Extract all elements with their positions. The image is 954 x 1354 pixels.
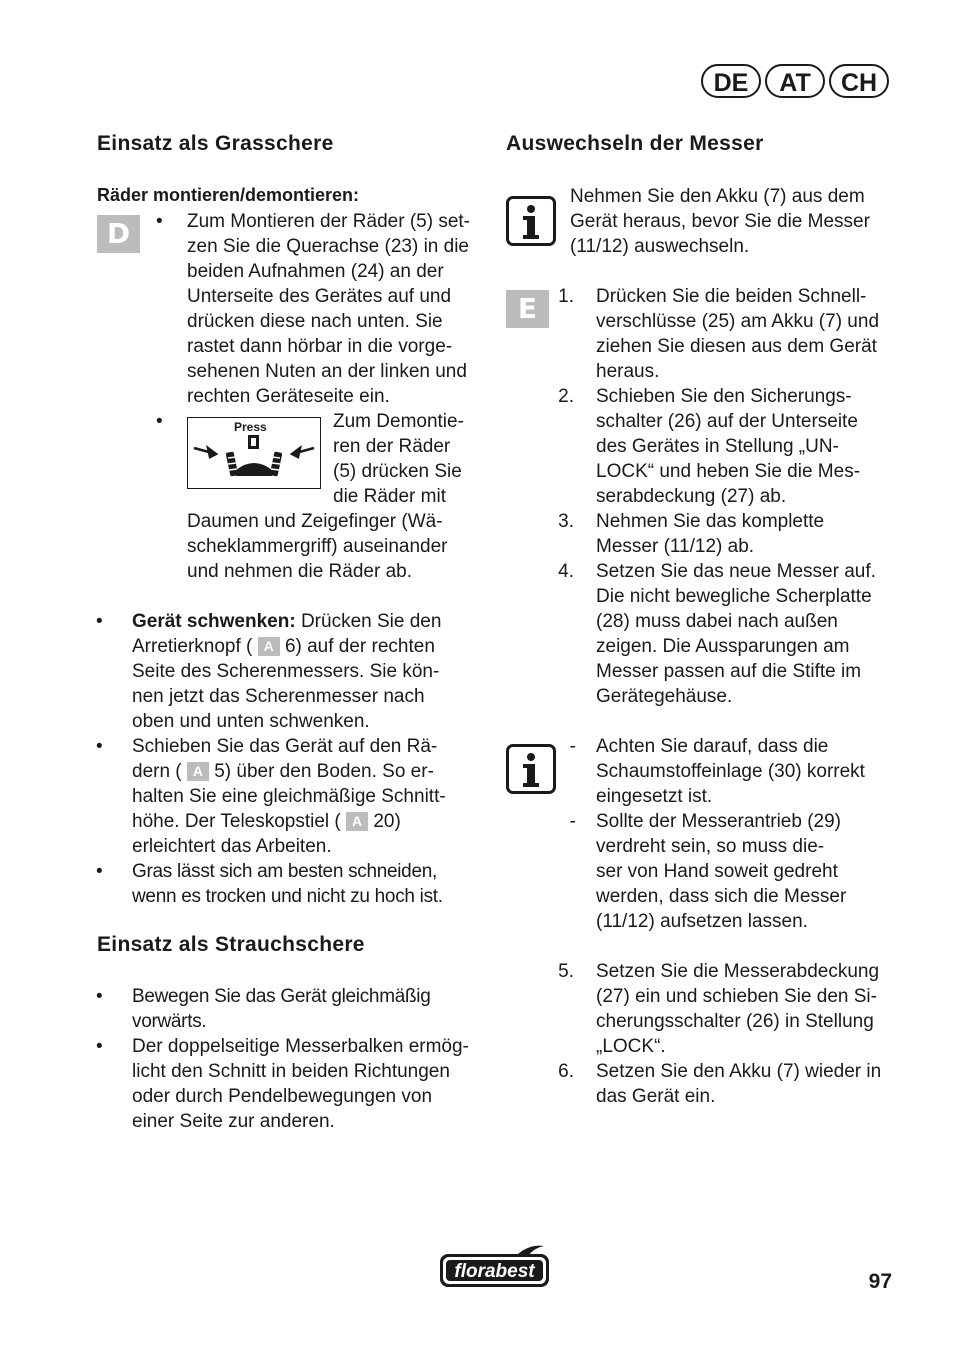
bullet: • (156, 211, 163, 232)
bullet: • (96, 736, 103, 757)
bullet: • (156, 411, 163, 432)
wheels-dismount-side-text: Zum Demontie- ren der Räder (5) drücken Sie die Räder mit (333, 411, 464, 507)
info-icon (506, 744, 556, 794)
press-label: Press (234, 420, 267, 434)
bullet: • (96, 1036, 103, 1057)
step-number: 1. (558, 286, 574, 307)
shrub-move-text: Bewegen Sie das Gerät gleichmäßig vorwärts. (132, 986, 431, 1032)
step-text: Setzen Sie den Akku (7) wieder in das Gerät ein. (596, 1061, 882, 1107)
ref-figure-a: A (346, 812, 368, 831)
step-number: 5. (558, 961, 574, 982)
lang-badge-de: DE (701, 64, 761, 98)
shrub-blade-text: Der doppelseitige Messerbalken ermög- licht den Schnitt in beiden Richtungen oder durch Pendelbewegungen von einer Seite zur anderen. (132, 1036, 469, 1132)
step-number: 3. (558, 511, 574, 532)
step-text: Schieben Sie den Sicherungs- schalter (26) auf der Unterseite des Gerätes in Stellung „UN- LOCK“ und heben Sie die Mes- serabdeckung (27) ab. (596, 386, 861, 507)
heading-grasschere: Einsatz als Grasschere (97, 132, 334, 155)
step-number: 6. (558, 1061, 574, 1082)
lang-badge-ch: CH (829, 64, 889, 98)
swivel-text: Gerät schwenken: Drücken Sie den Arretierknopf ( A 6) auf der rechten Seite des Scherenmessers. Sie kön- nen jetzt das Scherenmesser nach oben und unten schwenken. (132, 611, 442, 732)
step-text: Setzen Sie das neue Messer auf. Die nicht bewegliche Scherplatte (28) muss dabei nach außen zeigen. Die Aussparungen am Messer passen auf die Stifte im Gerätegehäuse. (596, 561, 876, 707)
logo-text: florabest (454, 1261, 535, 1282)
heading-strauchschere: Einsatz als Strauchschere (97, 933, 365, 956)
step-text: Drücken Sie die beiden Schnell- verschlüsse (25) am Akku (7) und ziehen Sie diesen aus dem Gerät heraus. (596, 286, 880, 382)
info-battery-text: Nehmen Sie den Akku (7) aus dem Gerät heraus, bevor Sie die Messer (11/12) auswechseln. (570, 186, 870, 257)
note-text: Achten Sie darauf, dass die Schaumstoffeinlage (30) korrekt eingesetzt ist. (596, 736, 865, 807)
bullet: • (96, 986, 103, 1007)
section-badge-e: E (506, 290, 549, 328)
slide-text: Schieben Sie das Gerät auf den Rä- dern ( A 5) über den Boden. So er- halten Sie eine gleichmäßige Schnitt- höhe. Der Teleskopstiel ( A 20) erleichtert das Arbeiten. (132, 736, 446, 857)
step-number: 4. (558, 561, 574, 582)
grass-tip-text: Gras lässt sich am besten schneiden, wenn es trocken und nicht zu hoch ist. (132, 861, 443, 907)
press-illustration (187, 417, 321, 489)
step-number: 2. (558, 386, 574, 407)
note-dash: - (569, 811, 576, 832)
step-text: Setzen Sie die Messerabdeckung (27) ein und schieben Sie den Si- cherungsschalter (26) in Stellung „LOCK“. (596, 961, 880, 1057)
lang-badge-at: AT (765, 64, 825, 98)
wheels-dismount-text: Daumen und Zeigefinger (Wä- scheklammergriff) auseinander und nehmen die Räder ab. (187, 511, 448, 582)
ref-figure-a: A (187, 762, 209, 781)
florabest-logo (438, 1244, 551, 1290)
section-badge-d: D (97, 215, 140, 253)
page-number: 97 (868, 1270, 892, 1293)
bullet: • (96, 861, 103, 882)
step-text: Nehmen Sie das komplette Messer (11/12) ab. (596, 511, 825, 557)
heading-messer: Auswechseln der Messer (506, 132, 764, 155)
info-icon (506, 196, 556, 246)
swivel-label: Gerät schwenken: (132, 611, 296, 632)
wheels-mount-text: Zum Montieren der Räder (5) set- zen Sie die Querachse (23) in die beiden Aufnahmen (24) an der Unterseite des Gerätes auf und drücken diese nach unten. Sie rastet dann hörbar in die vorge- sehenen Nuten an der linken und rechten Geräteseite ein. (187, 211, 470, 407)
subheading-raeder: Räder montieren/demontieren: (97, 185, 360, 205)
note-dash: - (569, 736, 576, 757)
ref-figure-a: A (258, 637, 280, 656)
note-text: Sollte der Messerantrieb (29) verdreht sein, so muss die- ser von Hand soweit gedreht werden, dass sich die Messer (11/12) aufsetzen lassen. (596, 811, 847, 932)
bullet: • (96, 611, 103, 632)
